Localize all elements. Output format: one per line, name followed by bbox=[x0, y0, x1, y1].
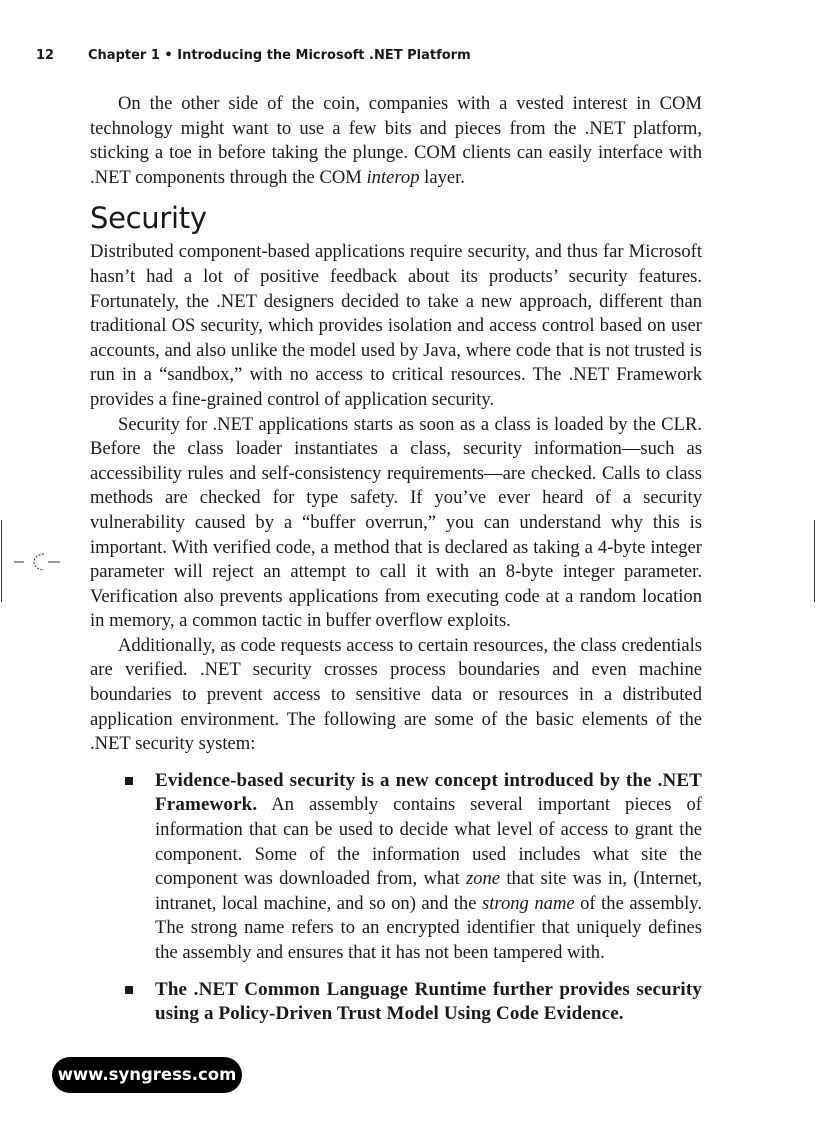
list-item-italic-term: zone bbox=[465, 868, 501, 890]
intro-text-before: On the other side of the coin, companies with a vested interest in COM technology might want to use a few bits and pieces from the .NET platform, sticking a toe in before taking the plunge. COM clients can easily interface with .NET components through the COM bbox=[90, 93, 702, 188]
list-item bbox=[90, 769, 702, 966]
square-bullet-icon bbox=[125, 777, 133, 785]
website-link[interactable]: www.syngress.com bbox=[52, 1057, 242, 1093]
page-number: 12 bbox=[36, 48, 55, 63]
list-item-italic-term: strong name bbox=[482, 892, 575, 914]
left-crop-mark bbox=[1, 520, 2, 602]
list-item-text: An assembly contains several important pieces of information that can be used to decide what level of access to grant the component. Some of the information used includes what site the component was downloaded from, what bbox=[155, 794, 702, 890]
chapter-running-head: Chapter 1 • Introducing the Microsoft .NET Platform bbox=[88, 48, 471, 63]
registration-mark-icon bbox=[14, 549, 60, 575]
intro-italic-term: interop bbox=[366, 166, 420, 188]
section-heading: Security bbox=[90, 201, 207, 236]
square-bullet-icon bbox=[125, 986, 133, 994]
running-header bbox=[0, 44, 816, 68]
list-item-lead: Evidence-based security is a new concept introduced by the .NET Framework. bbox=[155, 769, 702, 816]
list-item-text: that site was in, (Internet, intranet, local machine, and so on) and the bbox=[155, 868, 702, 914]
security-paragraph-2: Security for .NET applications starts as soon as a class is loaded by the CLR. Before the class loader instantiates a class, security information—such as accessibility rules and self-consistency requirements—are checked. Calls to class methods are checked for type safety. If you’ve ever heard of a security vulnerability caused by a “buffer overrun,” you can understand why this is important. With verified code, a method that is declared as taking a 4-byte integer parameter will reject an attempt to call it with an 8-byte integer parameter. Verification also prevents applications from executing code at a random location in memory, a common tactic in buffer overflow exploits. bbox=[90, 413, 702, 632]
security-paragraph-1: Distributed component-based applications require security, and thus far Microsoft hasn’t had a lot of positive feedback about its products’ security features. Fortunately, the .NET designers decided to take a new approach, different than traditional OS security, which provides isolation and access control based on user accounts, and also unlike the model used by Java, where code that is not trusted is run in a “sandbox,” with no access to critical resources. The .NET Framework provides a fine-grained control of application security. bbox=[90, 241, 702, 410]
security-paragraph-3: Additionally, as code requests access to certain resources, the class credentials are verified. .NET security crosses process boundaries and even machine boundaries to prevent access to sensitive data or resources in a distributed application environment. The following are some of the basic elements of the .NET security system: bbox=[90, 634, 702, 755]
list-item-lead: The .NET Common Language Runtime further provides security using a Policy-Driven Trust Model Using Code Evidence. bbox=[155, 978, 702, 1025]
list-item bbox=[90, 978, 702, 1027]
list-item-text: of the assembly. The strong name refers to an encrypted identifier that uniquely defines the assembly and ensures that it has not been tampered with. bbox=[155, 892, 702, 963]
page-body bbox=[90, 92, 702, 1039]
intro-text-after: layer. bbox=[419, 166, 465, 188]
right-crop-mark bbox=[814, 520, 815, 602]
intro-paragraph bbox=[90, 92, 702, 190]
security-elements-list bbox=[90, 769, 702, 1027]
